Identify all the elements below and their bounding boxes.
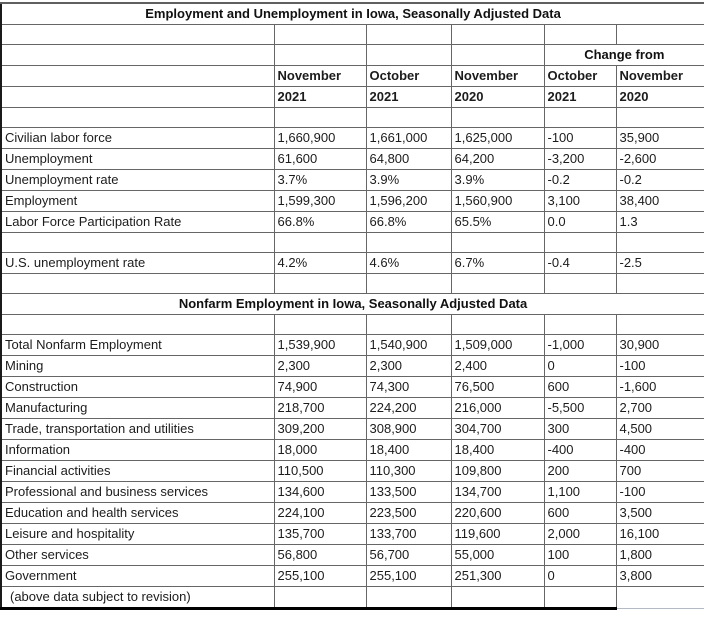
cell-value: 2,300: [366, 356, 451, 377]
change-from-label: Change from: [544, 45, 704, 66]
cell-value: 1,660,900: [274, 128, 366, 149]
table-row: [1, 87, 704, 108]
table-row: [1, 212, 704, 233]
cell-value: 56,700: [366, 545, 451, 566]
table-row: [1, 524, 704, 545]
cell-value: 600: [544, 377, 616, 398]
cell-value: 1,560,900: [451, 191, 544, 212]
cell-value: 251,300: [451, 566, 544, 587]
cell-value: 110,500: [274, 461, 366, 482]
empty-cell: [366, 233, 451, 253]
table-row: [1, 128, 704, 149]
cell-value: 109,800: [451, 461, 544, 482]
cell-value: 4.6%: [366, 253, 451, 274]
cell-value: 110,300: [366, 461, 451, 482]
empty-cell: [616, 233, 704, 253]
empty-cell: [1, 87, 274, 108]
cell-value: 216,000: [451, 398, 544, 419]
cell-value: 2,400: [451, 356, 544, 377]
empty-cell: [544, 25, 616, 45]
cell-value: 100: [544, 545, 616, 566]
cell-value: 3.7%: [274, 170, 366, 191]
cell-value: 600: [544, 503, 616, 524]
cell-value: 76,500: [451, 377, 544, 398]
table-row: [1, 170, 704, 191]
cell-value: 4,500: [616, 419, 704, 440]
cell-value: -100: [544, 128, 616, 149]
table-row: [1, 503, 704, 524]
cell-value: 200: [544, 461, 616, 482]
cell-value: -2.5: [616, 253, 704, 274]
row-label: U.S. unemployment rate: [1, 253, 274, 274]
table-row: [1, 335, 704, 356]
footer-note: (above data subject to revision): [1, 587, 274, 609]
empty-cell: [1, 274, 274, 294]
empty-cell: [274, 315, 366, 335]
row-label: Employment: [1, 191, 274, 212]
empty-cell: [1, 25, 274, 45]
row-label: Financial activities: [1, 461, 274, 482]
cell-value: 3,800: [616, 566, 704, 587]
empty-cell: [616, 274, 704, 294]
row-label: Mining: [1, 356, 274, 377]
table-row: [1, 440, 704, 461]
empty-cell: [1, 315, 274, 335]
cell-value: -5,500: [544, 398, 616, 419]
empty-cell: [544, 315, 616, 335]
empty-cell: [366, 25, 451, 45]
cell-value: 0: [544, 566, 616, 587]
row-label: Construction: [1, 377, 274, 398]
cell-value: 224,100: [274, 503, 366, 524]
empty-cell: [366, 587, 451, 609]
row-label: Trade, transportation and utilities: [1, 419, 274, 440]
cell-value: 3,100: [544, 191, 616, 212]
cell-value: 135,700: [274, 524, 366, 545]
empty-cell: [274, 25, 366, 45]
cell-value: 220,600: [451, 503, 544, 524]
cell-value: 3,500: [616, 503, 704, 524]
cell-value: 700: [616, 461, 704, 482]
cell-value: 55,000: [451, 545, 544, 566]
cell-value: -400: [616, 440, 704, 461]
empty-cell: [366, 108, 451, 128]
cell-value: 1,100: [544, 482, 616, 503]
cell-value: -1,600: [616, 377, 704, 398]
cell-value: 308,900: [366, 419, 451, 440]
cell-value: -0.2: [616, 170, 704, 191]
empty-cell: [274, 108, 366, 128]
empty-cell: [544, 233, 616, 253]
cell-value: 74,900: [274, 377, 366, 398]
empty-cell: [451, 108, 544, 128]
cell-value: -400: [544, 440, 616, 461]
row-label: Labor Force Participation Rate: [1, 212, 274, 233]
row-label: Professional and business services: [1, 482, 274, 503]
table-row: [1, 45, 704, 66]
cell-value: 133,700: [366, 524, 451, 545]
empty-cell: [544, 274, 616, 294]
table-body: [1, 3, 704, 609]
column-header: 2020: [451, 87, 544, 108]
cell-value: 0.0: [544, 212, 616, 233]
empty-cell: [451, 45, 544, 66]
column-header: 2021: [274, 87, 366, 108]
cell-value: -3,200: [544, 149, 616, 170]
table-row: [1, 108, 704, 128]
empty-cell: [366, 315, 451, 335]
cell-value: 66.8%: [274, 212, 366, 233]
table-row: [1, 191, 704, 212]
table-row: [1, 545, 704, 566]
empty-cell: [544, 108, 616, 128]
row-label: Civilian labor force: [1, 128, 274, 149]
cell-value: 56,800: [274, 545, 366, 566]
cell-value: 309,200: [274, 419, 366, 440]
empty-cell: [451, 274, 544, 294]
empty-cell: [366, 274, 451, 294]
table-row: [1, 149, 704, 170]
empty-cell: [451, 315, 544, 335]
cell-value: 1,539,900: [274, 335, 366, 356]
cell-value: 61,600: [274, 149, 366, 170]
column-header: November: [274, 66, 366, 87]
cell-value: 4.2%: [274, 253, 366, 274]
row-label: Unemployment rate: [1, 170, 274, 191]
cell-value: 255,100: [366, 566, 451, 587]
column-header: October: [544, 66, 616, 87]
cell-value: 64,200: [451, 149, 544, 170]
cell-value: 18,400: [366, 440, 451, 461]
row-label: Other services: [1, 545, 274, 566]
cell-value: 119,600: [451, 524, 544, 545]
cell-value: 1,800: [616, 545, 704, 566]
cell-value: 134,600: [274, 482, 366, 503]
cell-value: 133,500: [366, 482, 451, 503]
cell-value: -0.2: [544, 170, 616, 191]
cell-value: -100: [616, 356, 704, 377]
empty-cell: [616, 587, 704, 609]
empty-cell: [544, 587, 616, 609]
empty-cell: [1, 233, 274, 253]
cell-value: 18,400: [451, 440, 544, 461]
cell-value: 3.9%: [366, 170, 451, 191]
table-row: [1, 25, 704, 45]
table-row: [1, 587, 704, 609]
empty-cell: [451, 233, 544, 253]
cell-value: 300: [544, 419, 616, 440]
table-row: [1, 294, 704, 315]
cell-value: 218,700: [274, 398, 366, 419]
empty-cell: [1, 66, 274, 87]
cell-value: 1,509,000: [451, 335, 544, 356]
empty-cell: [1, 108, 274, 128]
table-row: [1, 419, 704, 440]
cell-value: 65.5%: [451, 212, 544, 233]
cell-value: 3.9%: [451, 170, 544, 191]
row-label: Education and health services: [1, 503, 274, 524]
cell-value: 224,200: [366, 398, 451, 419]
cell-value: 1,661,000: [366, 128, 451, 149]
cell-value: 38,400: [616, 191, 704, 212]
table-row: [1, 461, 704, 482]
column-header: November: [451, 66, 544, 87]
empty-cell: [274, 45, 366, 66]
table-row: [1, 66, 704, 87]
empty-cell: [616, 108, 704, 128]
cell-value: 35,900: [616, 128, 704, 149]
cell-value: 2,300: [274, 356, 366, 377]
column-header: October: [366, 66, 451, 87]
cell-value: 1,625,000: [451, 128, 544, 149]
cell-value: -100: [616, 482, 704, 503]
table-row: [1, 356, 704, 377]
cell-value: 1.3: [616, 212, 704, 233]
empty-cell: [616, 25, 704, 45]
row-label: Manufacturing: [1, 398, 274, 419]
cell-value: 1,596,200: [366, 191, 451, 212]
column-header: 2021: [366, 87, 451, 108]
employment-table: [0, 2, 704, 610]
cell-value: 74,300: [366, 377, 451, 398]
section-title: Employment and Unemployment in Iowa, Seasonally Adjusted Data: [1, 3, 704, 25]
cell-value: 30,900: [616, 335, 704, 356]
cell-value: 134,700: [451, 482, 544, 503]
table-row: [1, 253, 704, 274]
table-row: [1, 233, 704, 253]
cell-value: 1,540,900: [366, 335, 451, 356]
empty-cell: [274, 587, 366, 609]
row-label: Unemployment: [1, 149, 274, 170]
table-row: [1, 3, 704, 25]
empty-cell: [1, 45, 274, 66]
row-label: Information: [1, 440, 274, 461]
column-header: 2020: [616, 87, 704, 108]
cell-value: 304,700: [451, 419, 544, 440]
cell-value: 18,000: [274, 440, 366, 461]
empty-cell: [366, 45, 451, 66]
empty-cell: [451, 25, 544, 45]
cell-value: 255,100: [274, 566, 366, 587]
table-row: [1, 315, 704, 335]
table-row: [1, 274, 704, 294]
cell-value: 0: [544, 356, 616, 377]
empty-cell: [274, 233, 366, 253]
cell-value: 223,500: [366, 503, 451, 524]
cell-value: 6.7%: [451, 253, 544, 274]
table-row: [1, 482, 704, 503]
row-label: Leisure and hospitality: [1, 524, 274, 545]
section-title: Nonfarm Employment in Iowa, Seasonally Adjusted Data: [1, 294, 704, 315]
table-row: [1, 398, 704, 419]
table-row: [1, 566, 704, 587]
row-label: Government: [1, 566, 274, 587]
table-row: [1, 377, 704, 398]
cell-value: 2,700: [616, 398, 704, 419]
row-label: Total Nonfarm Employment: [1, 335, 274, 356]
cell-value: -2,600: [616, 149, 704, 170]
column-header: November: [616, 66, 704, 87]
empty-cell: [616, 315, 704, 335]
cell-value: 2,000: [544, 524, 616, 545]
cell-value: -1,000: [544, 335, 616, 356]
cell-value: -0.4: [544, 253, 616, 274]
cell-value: 1,599,300: [274, 191, 366, 212]
column-header: 2021: [544, 87, 616, 108]
cell-value: 66.8%: [366, 212, 451, 233]
cell-value: 64,800: [366, 149, 451, 170]
empty-cell: [451, 587, 544, 609]
empty-cell: [274, 274, 366, 294]
cell-value: 16,100: [616, 524, 704, 545]
